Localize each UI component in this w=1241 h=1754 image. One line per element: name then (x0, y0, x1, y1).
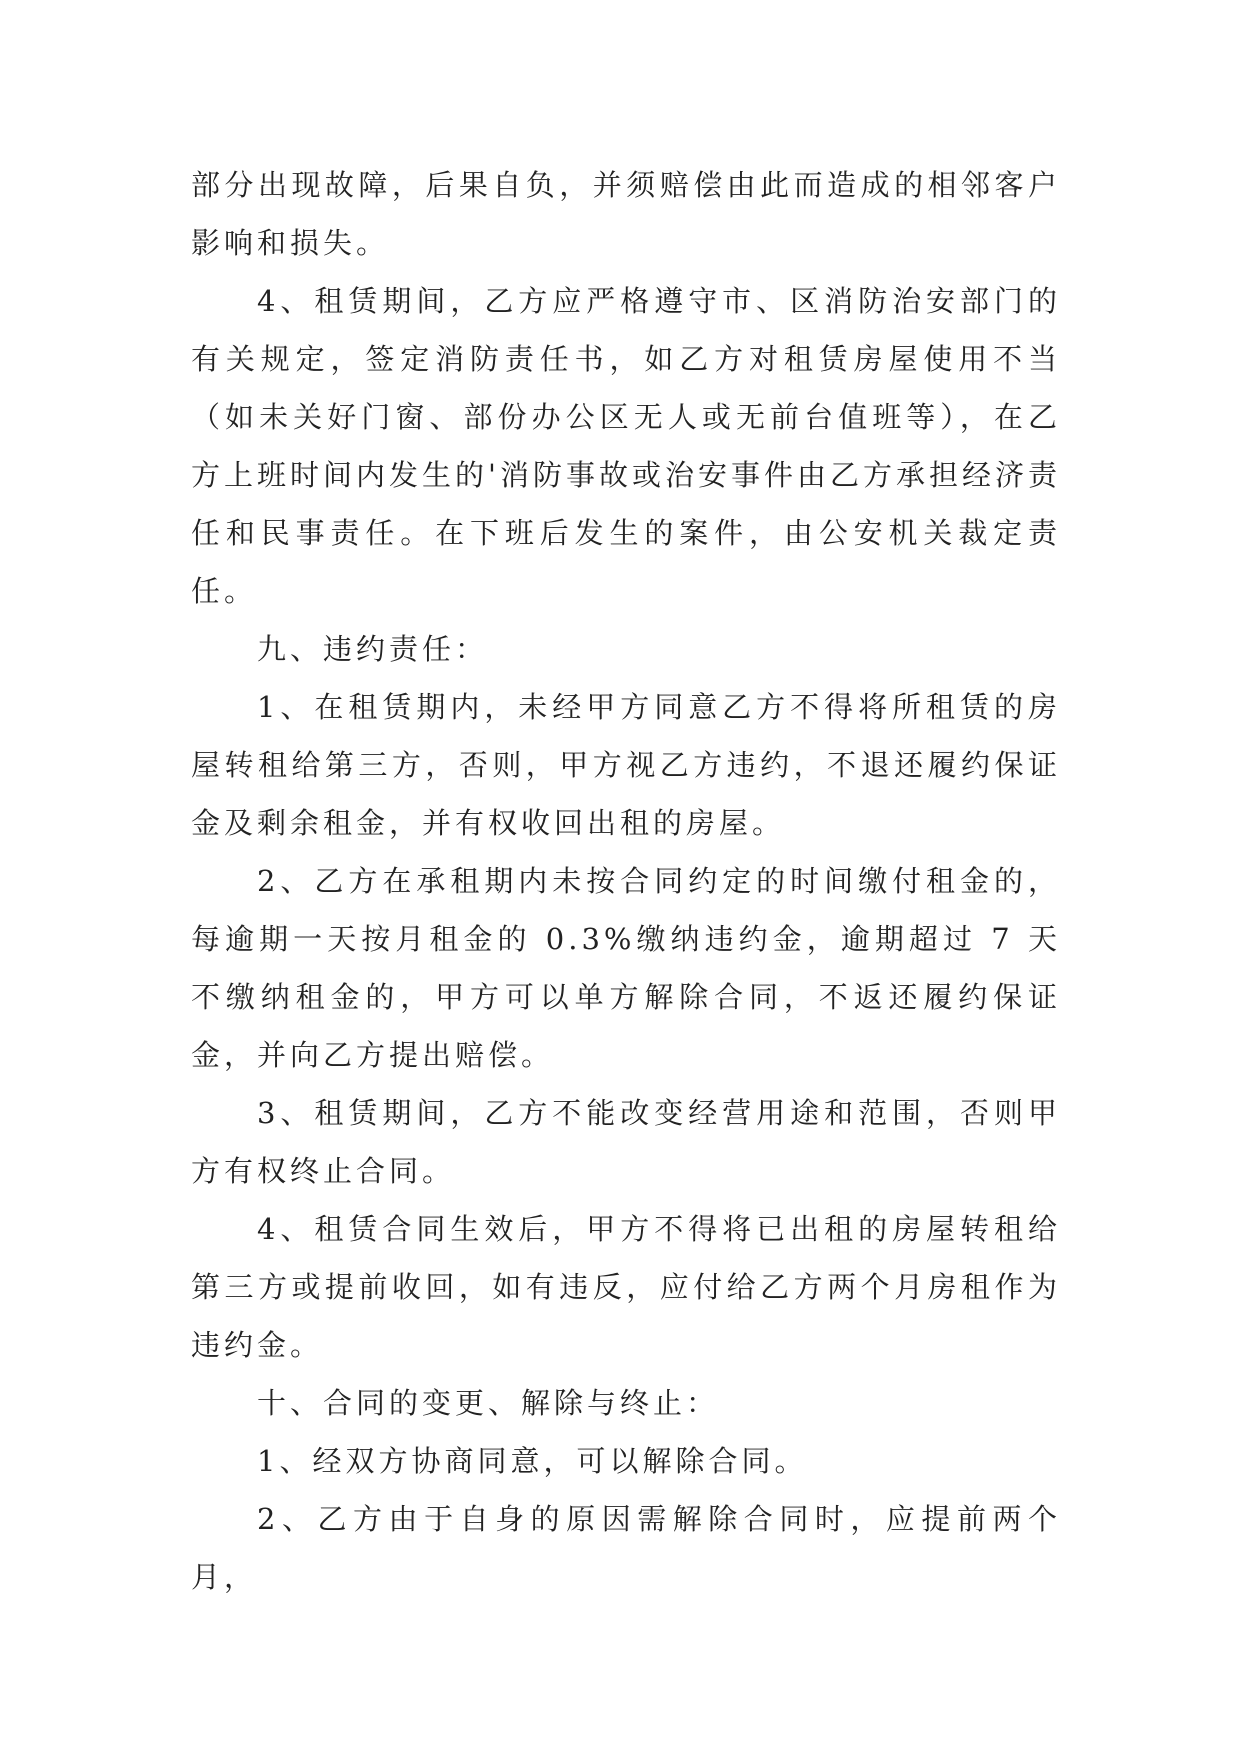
paragraph-clause-9-1: 1、在租赁期内，未经甲方同意乙方不得将所租赁的房屋转租给第三方，否则，甲方视乙方违约，不退还履约保证金及剩余租金，并有权收回出租的房屋。 (191, 690, 1061, 840)
paragraph-clause-9-2: 2、乙方在承租期内未按合同约定的时间缴付租金的，每逾期一天按月租金的 0.3%缴纳违约金，逾期超过 7 天不缴纳租金的，甲方可以单方解除合同，不返还履约保证金，并向乙方提出赔偿。 (191, 864, 1061, 1072)
paragraph-clause-10-2: 2、乙方由于自身的原因需解除合同时，应提前两个月， (191, 1502, 1061, 1594)
paragraph-clause-8-4: 4、租赁期间，乙方应严格遵守市、区消防治安部门的有关规定，签定消防责任书，如乙方对租赁房屋使用不当（如未关好门窗、部份办公区无人或无前台值班等），在乙方上班时间内发生的'消防事故或治安事件由乙方承担经济责任和民事责任。在下班后发生的案件，由公安机关裁定责任。 (191, 284, 1061, 608)
paragraph-continuation: 部分出现故障，后果自负，并须赔偿由此而造成的相邻客户影响和损失。 (191, 168, 1061, 260)
section-heading-10: 十、合同的变更、解除与终止： (257, 1386, 720, 1420)
document-body (191, 156, 1061, 1606)
paragraph-clause-10-1: 1、经双方协商同意，可以解除合同。 (257, 1444, 808, 1478)
section-heading-9: 九、违约责任： (257, 632, 489, 666)
paragraph-clause-9-3: 3、租赁期间，乙方不能改变经营用途和范围，否则甲方有权终止合同。 (191, 1096, 1061, 1188)
paragraph-clause-9-4: 4、租赁合同生效后，甲方不得将已出租的房屋转租给第三方或提前收回，如有违反，应付给乙方两个月房租作为违约金。 (191, 1212, 1061, 1362)
